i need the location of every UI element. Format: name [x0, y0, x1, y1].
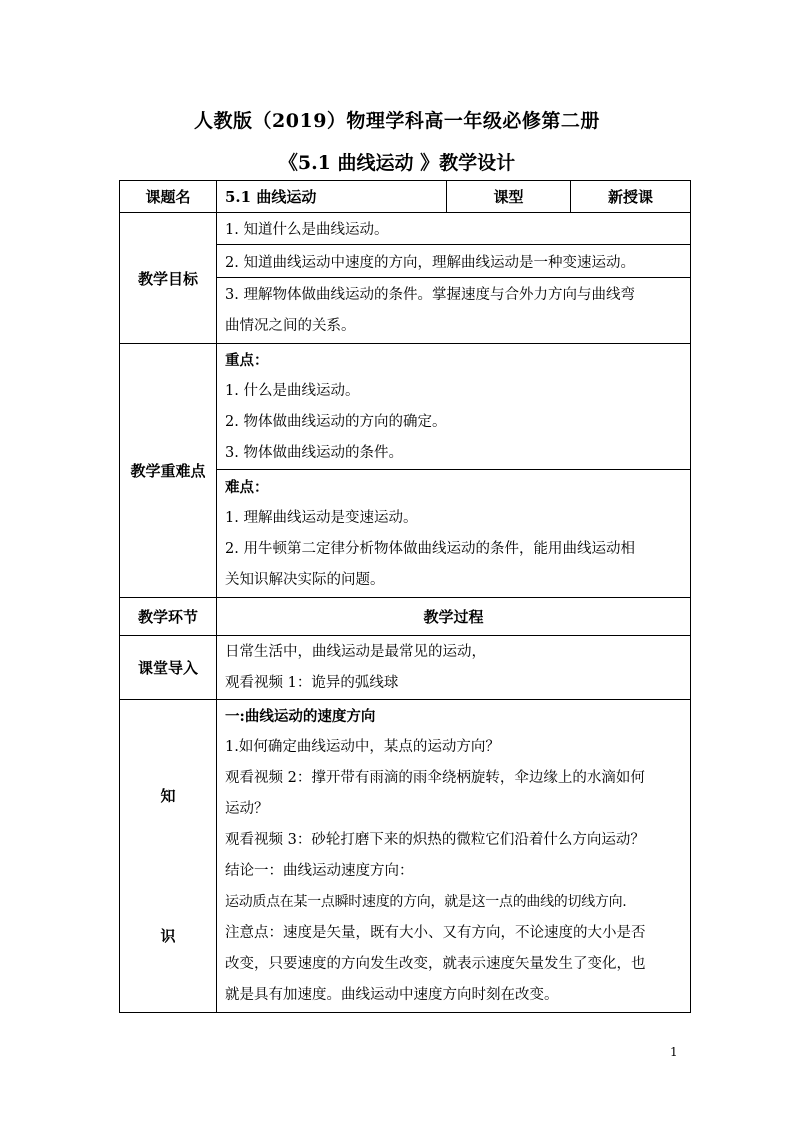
knowledge-line-2: 观看视频 2：撑开带有雨滴的雨伞绕柄旋转，伞边缘上的水滴如何 [225, 770, 645, 786]
topic-label: 课题名 [120, 181, 217, 213]
knowledge-line-1: 1.如何确定曲线运动中，某点的运动方向？ [225, 739, 500, 755]
intro-cell [217, 636, 691, 700]
knowledge-line-5: 结论一：曲线运动速度方向： [225, 863, 414, 879]
nandian-item-1: 1. 理解曲线运动是变速运动。 [225, 509, 418, 526]
zhongdian-item-2: 2. 物体做曲线运动的方向的确定。 [225, 413, 447, 430]
process-stage-label: 教学环节 [120, 598, 217, 636]
objective-item-3 [217, 278, 691, 344]
type-label: 课型 [447, 181, 571, 213]
key-points-label: 教学重难点 [120, 344, 217, 598]
knowledge-line-3: 运动？ [225, 801, 269, 817]
knowledge-label [120, 700, 217, 1013]
knowledge-line-8: 改变，只要速度的方向发生改变，就表示速度矢量发生了变化，也 [225, 956, 646, 972]
page-number: 1 [670, 1045, 678, 1059]
knowledge-label-stack [128, 705, 208, 1008]
objective-item-2: 2. 知道曲线运动中速度的方向，理解曲线运动是一种变速运动。 [217, 245, 691, 278]
nandian-cell [217, 470, 691, 598]
knowledge-label-top: 知 [160, 786, 176, 805]
knowledge-label-bottom: 识 [160, 926, 176, 945]
document-title: 人教版（2019）物理学科高一年级必修第二册 [194, 110, 600, 132]
zhongdian-title: 重点： [225, 351, 269, 369]
process-title: 教学过程 [217, 598, 691, 636]
knowledge-section-title: 一:曲线运动的速度方向 [225, 708, 376, 725]
type-value: 新授课 [571, 181, 691, 213]
lesson-plan-table [119, 180, 691, 1013]
intro-line-1: 日常生活中，曲线运动是最常见的运动， [225, 643, 486, 660]
nandian-item-2: 2. 用牛顿第二定律分析物体做曲线运动的条件，能用曲线运动相 [225, 540, 635, 557]
zhongdian-item-1: 1. 什么是曲线运动。 [225, 382, 360, 399]
table-row-zhongdian [120, 344, 691, 470]
objective-item-1: 1. 知道什么是曲线运动。 [217, 213, 691, 245]
nandian-title: 难点： [225, 478, 269, 496]
table-row-intro [120, 636, 691, 700]
table-row-objective-1 [120, 213, 691, 245]
zhongdian-cell [217, 344, 691, 470]
objective-item-3-line-2: 曲情况之间的关系。 [225, 317, 356, 334]
objectives-label: 教学目标 [120, 213, 217, 344]
table-row-knowledge [120, 700, 691, 1013]
knowledge-line-4: 观看视频 3：砂轮打磨下来的炽热的微粒它们沿着什么方向运动？ [225, 832, 645, 848]
objective-item-3-line-1: 3. 理解物体做曲线运动的条件。掌握速度与合外力方向与曲线弯 [225, 286, 635, 303]
knowledge-cell [217, 700, 691, 1013]
knowledge-line-9: 就是具有加速度。曲线运动中速度方向时刻在改变。 [225, 987, 559, 1003]
topic-value: 5.1 曲线运动 [217, 181, 447, 213]
table-row-topic [120, 181, 691, 213]
knowledge-line-6: 运动质点在某一点瞬时速度的方向，就是这一点的曲线的切线方向. [225, 894, 627, 910]
table-row-process-header [120, 598, 691, 636]
nandian-item-2-cont: 关知识解决实际的问题。 [225, 571, 385, 588]
intro-label: 课堂导入 [120, 636, 217, 700]
zhongdian-item-3: 3. 物体做曲线运动的条件。 [225, 444, 403, 461]
knowledge-line-7: 注意点：速度是矢量，既有大小、又有方向，不论速度的大小是否 [225, 925, 646, 941]
intro-line-2: 观看视频 1：诡异的弧线球 [225, 674, 399, 691]
document-subtitle: 《5.1 曲线运动 》教学设计 [278, 152, 516, 174]
